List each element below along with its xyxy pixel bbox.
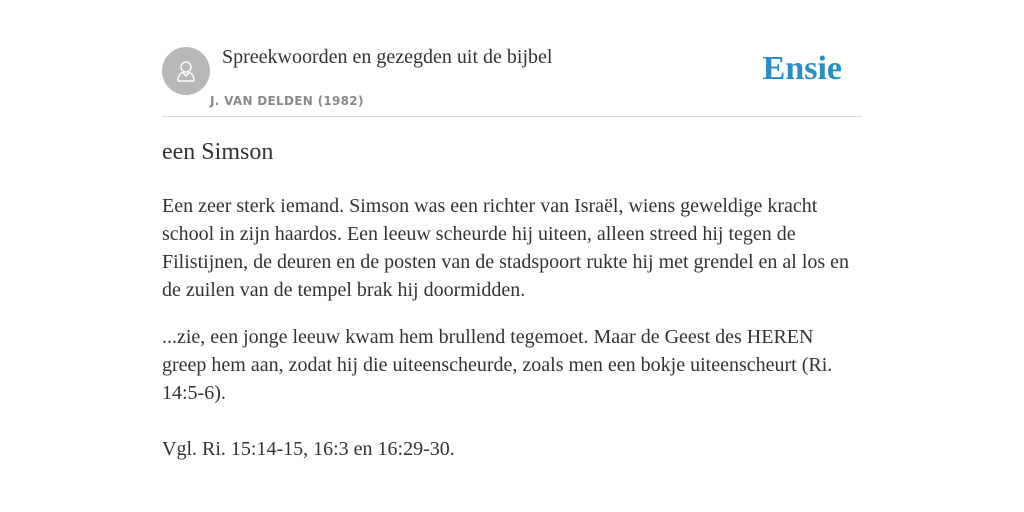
avatar[interactable]	[162, 47, 210, 95]
user-icon	[172, 57, 200, 85]
entry-paragraph-definition: Een zeer sterk iemand. Simson was een richter van Israël, wiens geweldige kracht school in zijn haardos. Een leeuw scheurde hij uiteen, alleen streed hij tegen de Filistijnen, de deuren en de posten van de stadspoort rukte hij met grendel en al los en de zuilen van de tempel brak hij doormidden.	[162, 195, 850, 301]
entry-paragraph-references: Vgl. Ri. 15:14-15, 16:3 en 16:29-30.	[162, 438, 455, 460]
ensie-logo[interactable]: Ensie	[762, 50, 842, 87]
source-header	[162, 44, 862, 117]
author-label: J. VAN DELDEN (1982)	[210, 94, 364, 108]
entry-title: een Simson	[162, 139, 274, 165]
book-title[interactable]: Spreekwoorden en gezegden uit de bijbel	[222, 46, 553, 68]
entry-paragraph-quote: ...zie, een jonge leeuw kwam hem brullend tegemoet. Maar de Geest des HEREN greep hem aan, zodat hij die uiteenscheurde, zoals men een bokje uiteenscheurt (Ri. 14:5-6).	[162, 326, 833, 404]
